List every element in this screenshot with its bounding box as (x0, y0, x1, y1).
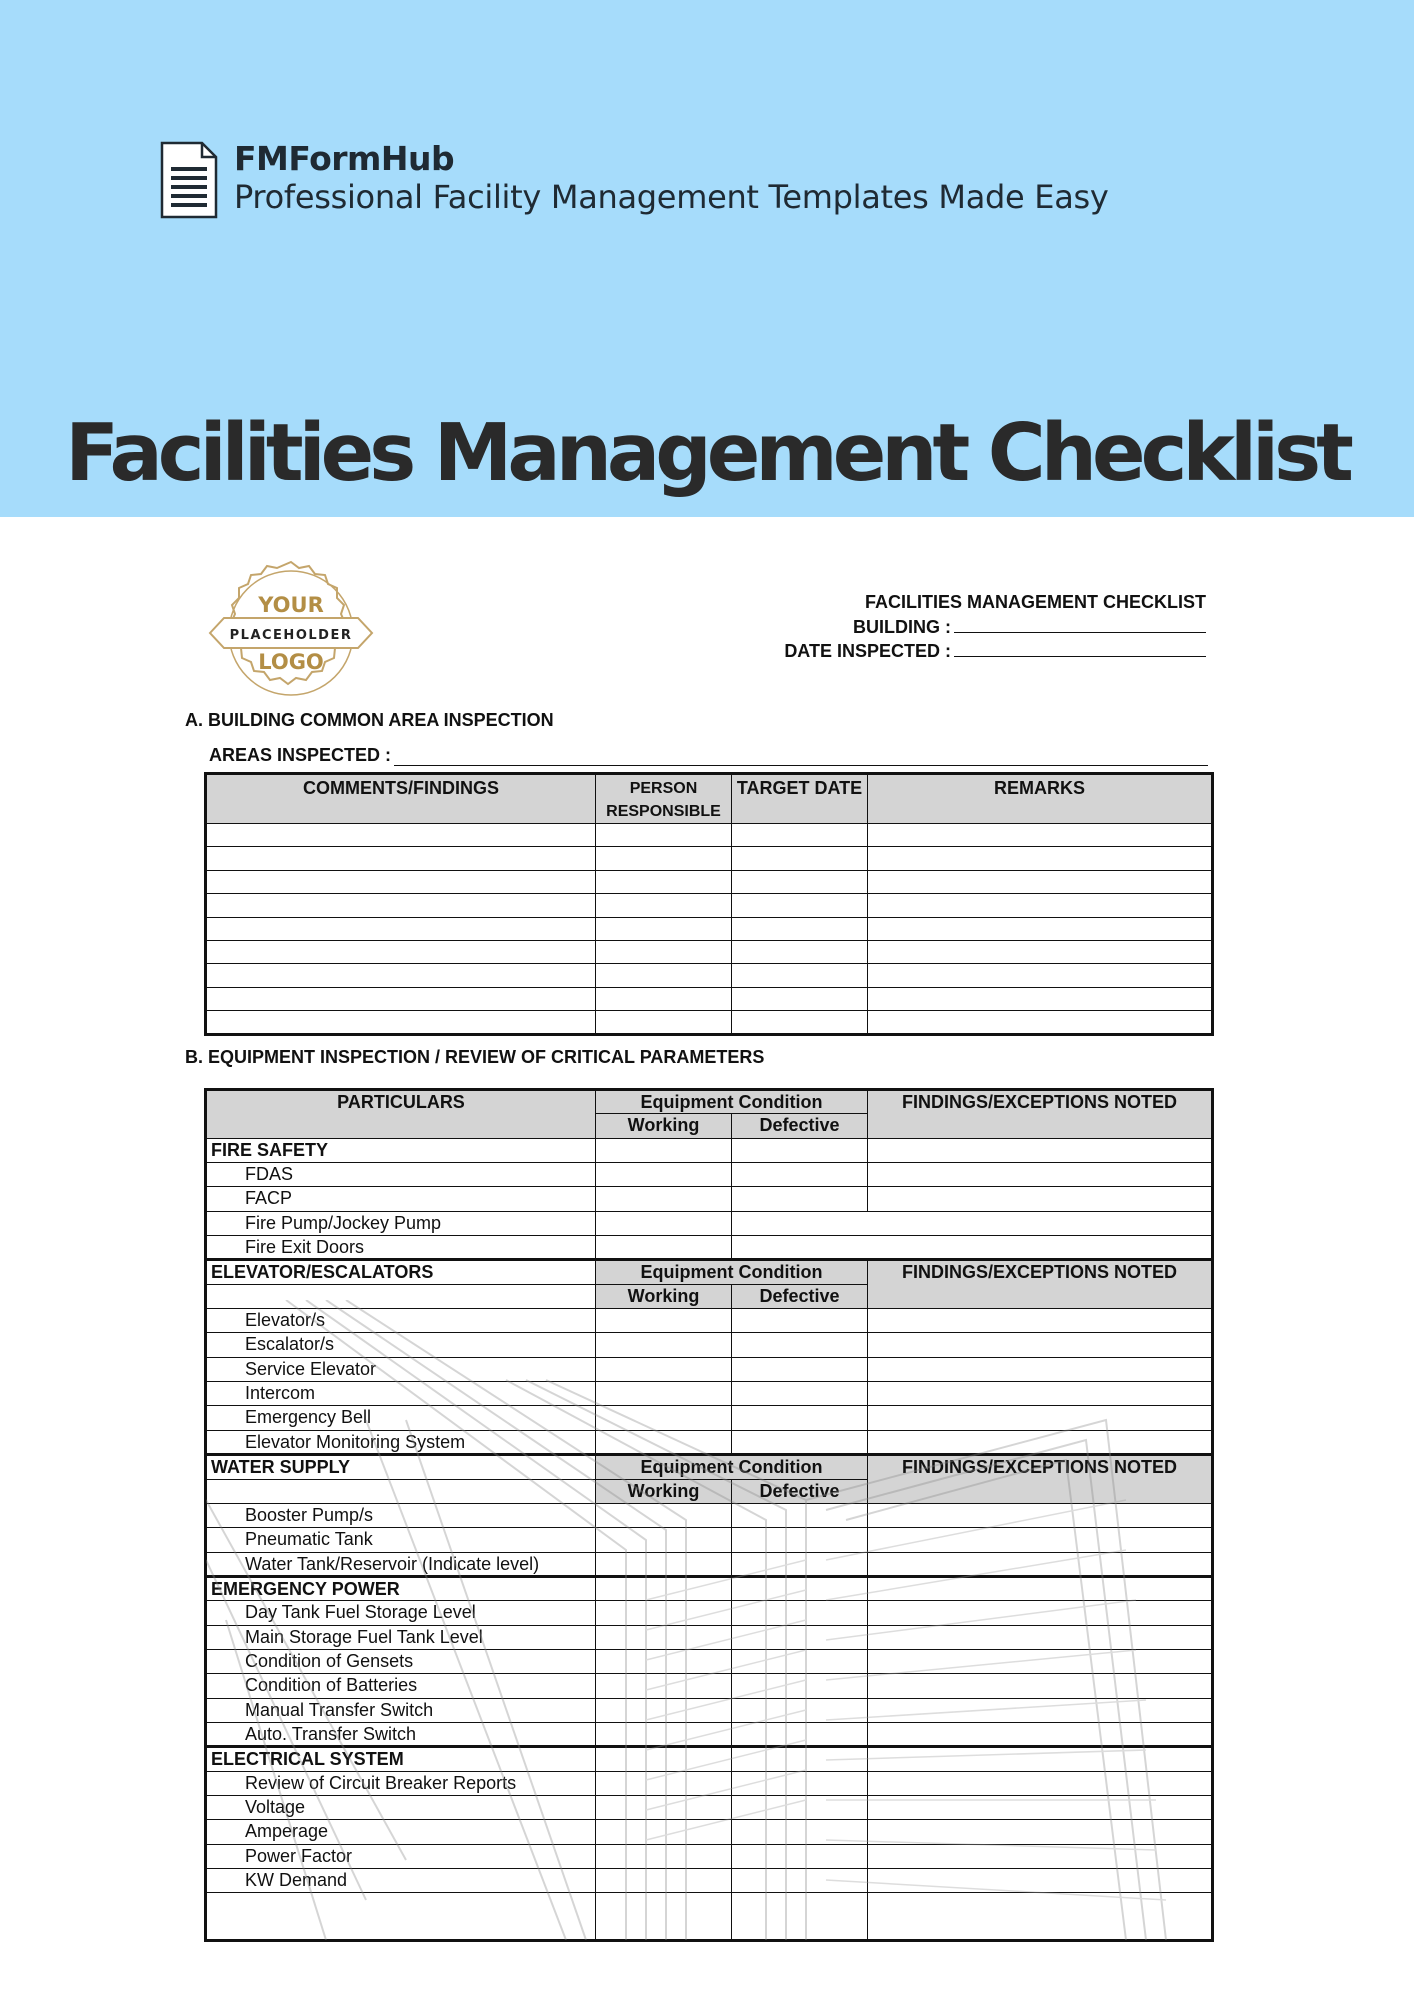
table-row[interactable] (206, 1649, 1213, 1673)
item-label: Voltage (206, 1795, 596, 1819)
table-row[interactable] (206, 1625, 1213, 1649)
item-label: FACP (206, 1187, 596, 1211)
item-label: Auto. Transfer Switch (206, 1722, 596, 1746)
table-row[interactable] (206, 1211, 1213, 1235)
table-row[interactable] (206, 1601, 1213, 1625)
item-label: Fire Exit Doors (206, 1236, 596, 1260)
table-row[interactable] (206, 1430, 1213, 1454)
table-row[interactable] (206, 940, 1213, 963)
date-line[interactable] (954, 640, 1206, 657)
category-row (206, 1138, 1213, 1162)
table-row[interactable] (206, 1820, 1213, 1844)
item-label: Service Elevator (206, 1357, 596, 1381)
col-working: Working (596, 1479, 732, 1503)
item-label: Review of Circuit Breaker Reports (206, 1771, 596, 1795)
section-b-title: B. EQUIPMENT INSPECTION / REVIEW OF CRITICAL PARAMETERS (185, 1047, 765, 1067)
table-row[interactable] (206, 1309, 1213, 1333)
logo (206, 560, 376, 706)
document-icon (160, 141, 218, 219)
category-fire-safety: FIRE SAFETY (206, 1138, 596, 1162)
table-row[interactable] (206, 1893, 1213, 1941)
table-row[interactable] (206, 1722, 1213, 1746)
table-row[interactable] (206, 1011, 1213, 1034)
table-row[interactable] (206, 1674, 1213, 1698)
col-target: TARGET DATE (732, 774, 868, 824)
category-water-supply: WATER SUPPLY (206, 1455, 596, 1479)
table-row[interactable] (206, 917, 1213, 940)
table-row[interactable] (206, 1795, 1213, 1819)
category-elevator: ELEVATOR/ESCALATORS (206, 1260, 596, 1284)
building-label: BUILDING : (853, 616, 951, 637)
logo-text-middle: PLACEHOLDER (229, 628, 353, 643)
col-findings: FINDINGS/EXCEPTIONS NOTED (868, 1455, 1213, 1504)
item-label: Power Factor (206, 1844, 596, 1868)
category-emergency-power: EMERGENCY POWER (206, 1576, 596, 1600)
item-label: Booster Pump/s (206, 1503, 596, 1527)
item-label: Escalator/s (206, 1333, 596, 1357)
item-label: Water Tank/Reservoir (Indicate level) (206, 1552, 596, 1576)
areas-inspected-line[interactable] (394, 749, 1208, 766)
col-comments: COMMENTS/FINDINGS (206, 774, 596, 824)
item-label: KW Demand (206, 1869, 596, 1893)
logo-text-top: YOUR (258, 593, 324, 617)
building-field[interactable] (784, 615, 1206, 640)
table-row[interactable] (206, 824, 1213, 847)
item-label: Condition of Gensets (206, 1649, 596, 1673)
item-label: Fire Pump/Jockey Pump (206, 1211, 596, 1235)
section-a-table (204, 772, 1214, 1036)
col-working: Working (596, 1284, 732, 1308)
table-row[interactable] (206, 1552, 1213, 1576)
item-label: Day Tank Fuel Storage Level (206, 1601, 596, 1625)
col-working: Working (596, 1114, 732, 1138)
item-label: Emergency Bell (206, 1406, 596, 1430)
item-label: Intercom (206, 1382, 596, 1406)
item-label: Pneumatic Tank (206, 1528, 596, 1552)
item-label: Condition of Batteries (206, 1674, 596, 1698)
brand-tagline: Professional Facility Management Templates Made Easy (234, 178, 1109, 216)
col-person: PERSON RESPONSIBLE (596, 774, 732, 824)
table-row[interactable] (206, 1528, 1213, 1552)
section-b-table (204, 1088, 1214, 1942)
logo-text-bottom: LOGO (258, 650, 324, 674)
category-electrical: ELECTRICAL SYSTEM (206, 1747, 596, 1771)
table-row[interactable] (206, 894, 1213, 917)
item-label: Elevator Monitoring System (206, 1430, 596, 1454)
col-particulars: PARTICULARS (206, 1090, 596, 1139)
col-defective: Defective (732, 1114, 868, 1138)
table-row[interactable] (206, 1333, 1213, 1357)
brand (160, 140, 1109, 219)
col-equipment-condition: Equipment Condition (596, 1090, 868, 1114)
item-label: Amperage (206, 1820, 596, 1844)
category-row (206, 1747, 1213, 1771)
item-label: Elevator/s (206, 1309, 596, 1333)
table-row[interactable] (206, 1236, 1213, 1260)
page-title: Facilities Management Checklist (65, 407, 1349, 499)
table-row[interactable] (206, 1163, 1213, 1187)
date-field[interactable] (784, 639, 1206, 664)
item-label: Main Storage Fuel Tank Level (206, 1625, 596, 1649)
table-row[interactable] (206, 870, 1213, 893)
form-header (784, 590, 1206, 664)
col-findings: FINDINGS/EXCEPTIONS NOTED (868, 1090, 1213, 1139)
table-row[interactable] (206, 1382, 1213, 1406)
col-remarks: REMARKS (868, 774, 1213, 824)
areas-inspected-label: AREAS INSPECTED : (209, 745, 392, 765)
table-row[interactable] (206, 847, 1213, 870)
col-defective: Defective (732, 1284, 868, 1308)
building-line[interactable] (954, 616, 1206, 633)
col-defective: Defective (732, 1479, 868, 1503)
item-label: FDAS (206, 1163, 596, 1187)
date-label: DATE INSPECTED : (784, 641, 951, 661)
category-row (206, 1576, 1213, 1600)
areas-inspected-field[interactable] (209, 745, 1208, 766)
item-label: Manual Transfer Switch (206, 1698, 596, 1722)
table-row[interactable] (206, 1187, 1213, 1211)
table-row[interactable] (206, 964, 1213, 987)
col-equipment-condition: Equipment Condition (596, 1455, 868, 1479)
table-row[interactable] (206, 1503, 1213, 1527)
table-row[interactable] (206, 1771, 1213, 1795)
col-equipment-condition: Equipment Condition (596, 1260, 868, 1284)
col-findings: FINDINGS/EXCEPTIONS NOTED (868, 1260, 1213, 1309)
table-row[interactable] (206, 987, 1213, 1010)
section-a-title: A. BUILDING COMMON AREA INSPECTION (185, 710, 554, 730)
brand-name: FMFormHub (234, 139, 455, 178)
table-row[interactable] (206, 1844, 1213, 1868)
table-row[interactable] (206, 1357, 1213, 1381)
table-row[interactable] (206, 1869, 1213, 1893)
form-title: FACILITIES MANAGEMENT CHECKLIST (865, 592, 1206, 612)
table-row[interactable] (206, 1406, 1213, 1430)
table-row[interactable] (206, 1698, 1213, 1722)
